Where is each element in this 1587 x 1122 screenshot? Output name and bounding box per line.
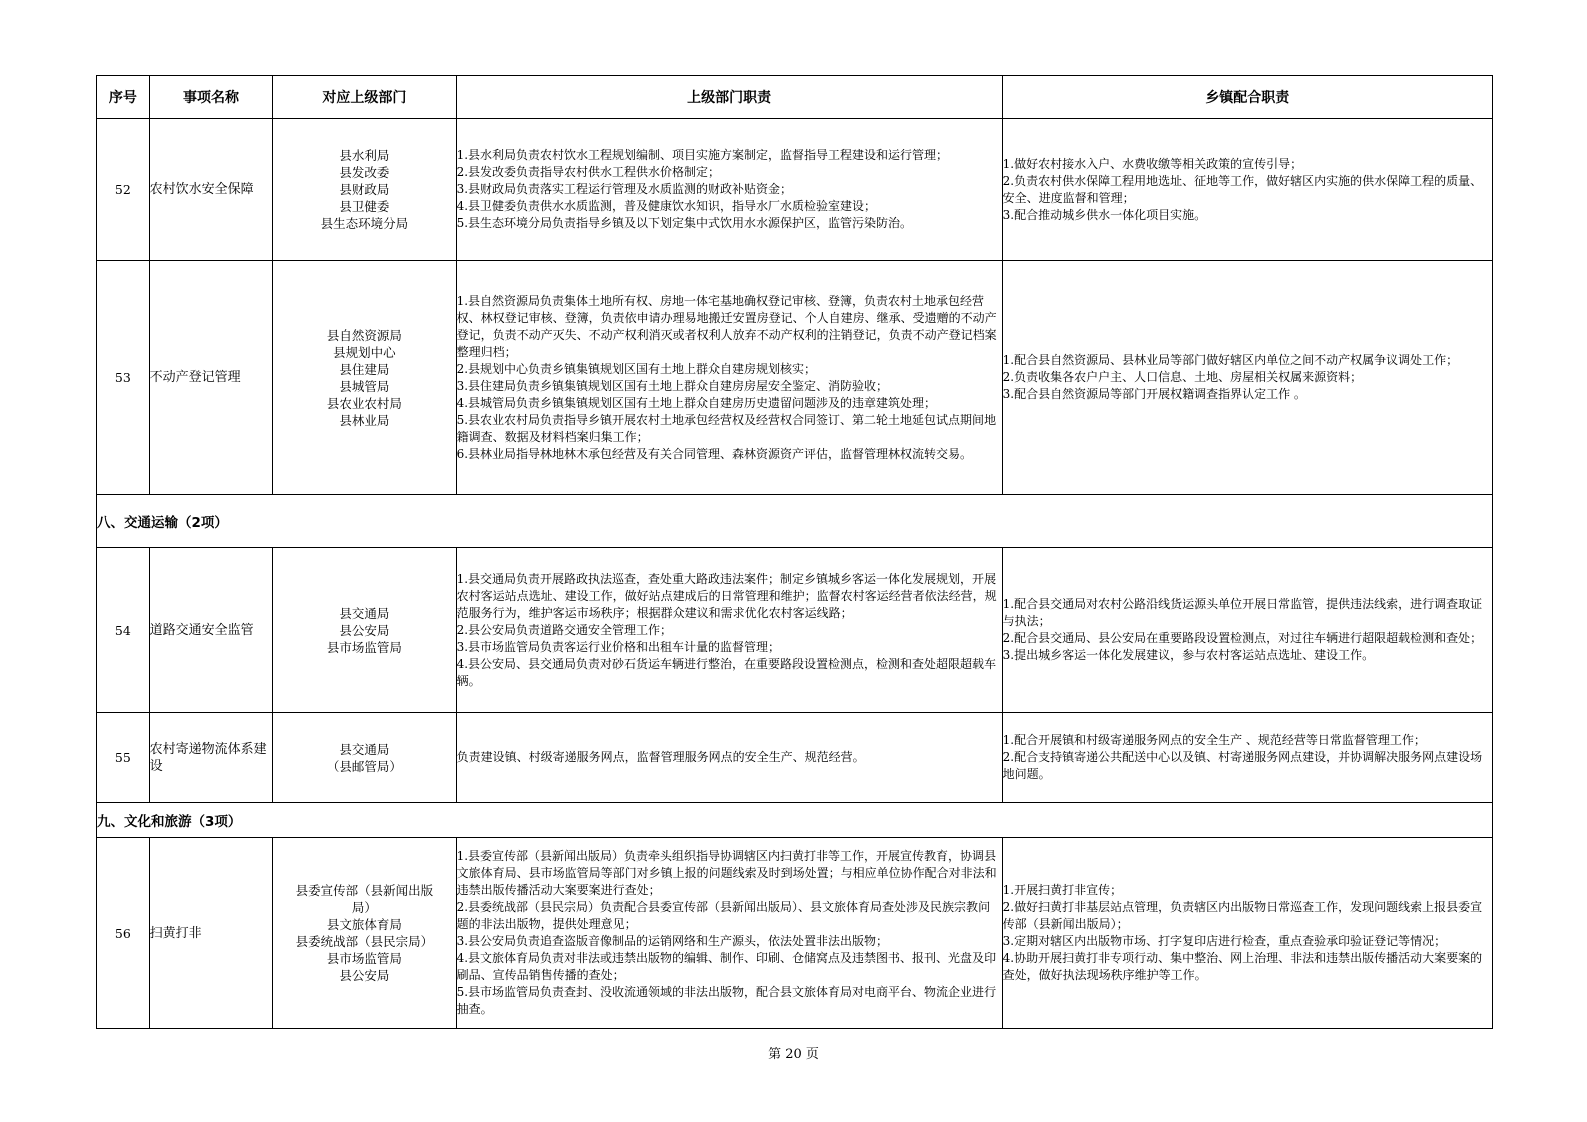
- dept-item: 县委宣传部（县新闻出版局）: [295, 883, 434, 915]
- row-number: 55: [97, 713, 150, 803]
- header-row: [97, 76, 1493, 119]
- item-name: 道路交通安全监管: [149, 548, 273, 713]
- duty-line: 1.做好农村接水入户、水费收缴等相关政策的宣传引导；: [1002, 156, 1303, 171]
- duty-line: 负责建设镇、村级寄递服务网点，监督管理服务网点的安全生产、规范经营。: [456, 750, 865, 764]
- dept-item: 县自然资源局: [326, 327, 402, 343]
- item-name: 农村寄递物流体系建设: [149, 713, 273, 803]
- section-row: [97, 495, 1493, 548]
- duty-line: 3.定期对辖区内出版物市场、打字复印店进行检查，重点查验承印验证登记等情况；: [1002, 934, 1447, 948]
- duty-line: 2.负责收集各农户户主、人口信息、土地、房屋相关权属来源资料；: [1002, 370, 1363, 384]
- duty-line: 2.负责农村供水保障工程用地选址、征地等工作，做好辖区内实施的供水保障工程的质量、安全、进度监督和管理；: [1002, 173, 1483, 205]
- dept-item: 县水利局: [339, 148, 390, 163]
- item-name: 农村饮水安全保障: [149, 119, 273, 261]
- section-title-culture: 九、文化和旅游（3项）: [97, 803, 1493, 838]
- table-row: [97, 119, 1493, 261]
- row-number: 56: [97, 838, 150, 1029]
- duty-line: 5.县生态环境分局负责指导乡镇及以下划定集中式饮用水水源保护区，监管污染防治。: [456, 216, 913, 230]
- dept-cell: [273, 713, 456, 803]
- header-upper-duty: 上级部门职责: [456, 76, 1002, 119]
- duty-line: 4.县公安局、县交通局负责对砂石货运车辆进行整治，在重要路段设置检测点，检测和查处超限超载车辆。: [456, 656, 997, 688]
- dept-item: 县公安局: [339, 968, 390, 983]
- duty-line: 1.县水利局负责农村饮水工程规划编制、项目实施方案制定，监督指导工程建设和运行管理；: [456, 148, 949, 162]
- town-duty-cell: [1002, 713, 1492, 803]
- dept-item: 县林业局: [339, 412, 390, 428]
- row-number: 54: [97, 548, 150, 713]
- dept-item: 县生态环境分局: [320, 216, 409, 231]
- duty-line: 2.县委统战部（县民宗局）负责配合县委宣传部（县新闻出版局）、县文旅体育局查处涉及民族宗教问题的非法出版物，提供处理意见；: [456, 900, 991, 931]
- upper-duty-cell: [456, 713, 1002, 803]
- town-duty-cell: [1002, 548, 1492, 713]
- dept-item: 县住建局: [339, 361, 390, 377]
- dept-item: 县发改委: [339, 165, 390, 180]
- duty-line: 4.县城管局负责乡镇集镇规划区国有土地上群众自建房历史遗留问题涉及的违章建筑处理；: [456, 395, 937, 410]
- table-row: [97, 261, 1493, 495]
- town-duty-cell: [1002, 119, 1492, 261]
- duty-line: 3.配合推动城乡供水一体化项目实施。: [1002, 207, 1207, 222]
- upper-duty-cell: [456, 119, 1002, 261]
- duty-line: 5.县农业农村局负责指导乡镇开展农村土地承包经营权及经营权合同签订、第二轮土地延包试点期间地籍调查、数据及材料档案归集工作；: [456, 412, 997, 444]
- dept-item: 县财政局: [339, 182, 390, 197]
- duty-line: 3.配合县自然资源局等部门开展权籍调查指界认定工作 。: [1002, 387, 1306, 401]
- dept-item: 县市场监管局: [326, 951, 402, 966]
- duty-line: 4.县卫健委负责供水水质监测，普及健康饮水知识，指导水厂水质检验室建设；: [456, 199, 877, 213]
- section-title-transport: 八、交通运输（2项）: [97, 495, 1493, 548]
- row-number: 52: [97, 119, 150, 261]
- duty-line: 1.配合开展镇和村级寄递服务网点的安全生产 、规范经营等日常监督管理工作；: [1002, 733, 1426, 747]
- dept-item: 县农业农村局: [326, 395, 402, 411]
- duty-line: 2.做好扫黄打非基层站点管理，负责辖区内出版物日常巡查工作，发现问题线索上报县委宣传部（县新闻出版局）；: [1002, 900, 1483, 931]
- header-dept: 对应上级部门: [273, 76, 456, 119]
- section-row: [97, 803, 1493, 838]
- duty-line: 1.开展扫黄打非宣传；: [1002, 883, 1123, 897]
- duty-line: 3.提出城乡客运一体化发展建议，参与农村客运站点选址、建设工作。: [1002, 648, 1375, 662]
- duty-line: 5.县市场监管局负责查封、没收流通领域的非法出版物，配合县文旅体育局对电商平台、物流企业进行抽查。: [456, 985, 997, 1016]
- table-row: [97, 548, 1493, 713]
- duty-line: 3.县市场监管局负责客运行业价格和出租车计量的监督管理；: [456, 639, 781, 654]
- header-town-duty: 乡镇配合职责: [1002, 76, 1492, 119]
- upper-duty-cell: [456, 548, 1002, 713]
- duty-line: 1.县交通局负责开展路政执法巡查，查处重大路政违法案件；制定乡镇城乡客运一体化发展规划，开展农村客运站点选址、建设工作，做好站点建成后的日常管理和维护；监督农村客运经营者依法经营，规范服务行为，维护客运市场秩序；根据群众建议和需求优化农村客运线路；: [456, 571, 997, 620]
- dept-cell: [273, 119, 456, 261]
- town-duty-cell: [1002, 261, 1492, 495]
- upper-duty-cell: [456, 261, 1002, 495]
- upper-duty-cell: [456, 838, 1002, 1029]
- duty-table: [96, 75, 1493, 1029]
- dept-item: 县城管局: [339, 378, 390, 394]
- dept-item: 县公安局: [339, 622, 390, 638]
- duty-line: 1.县委宣传部（县新闻出版局）负责牵头组织指导协调辖区内扫黄打非等工作，开展宣传教育，协调县文旅体育局、县市场监管局等部门对乡镇上报的问题线索及时到场处置；与相应单位协作配合对非法和违禁出版传播活动大案要案进行查处；: [456, 849, 997, 897]
- dept-item: 县委统战部（县民宗局）: [295, 934, 434, 949]
- duty-line: 1.配合县交通局对农村公路沿线货运源头单位开展日常监管，提供违法线索，进行调查取证与执法；: [1002, 597, 1483, 628]
- dept-cell: [273, 838, 456, 1029]
- duty-line: 3.县财政局负责落实工程运行管理及水质监测的财政补贴资金；: [456, 182, 793, 196]
- table-row: [97, 838, 1493, 1029]
- duty-line: 4.协助开展扫黄打非专项行动、集中整治、网上治理、非法和违禁出版传播活动大案要案的查处，做好执法现场秩序维护等工作。: [1002, 951, 1483, 982]
- row-number: 53: [97, 261, 150, 495]
- dept-item: 县交通局: [339, 605, 390, 621]
- header-no: 序号: [97, 76, 150, 119]
- page-number: 第 20 页: [768, 1047, 819, 1062]
- dept-item: 县卫健委: [339, 199, 390, 214]
- town-duty-cell: [1002, 838, 1492, 1029]
- header-name: 事项名称: [149, 76, 273, 119]
- duty-line: 2.县发改委负责指导农村供水工程供水价格制定；: [456, 165, 721, 179]
- dept-item: 县文旅体育局: [326, 917, 402, 932]
- item-name: 不动产登记管理: [149, 261, 273, 495]
- duty-line: 1.县自然资源局负责集体土地所有权、房地一体宅基地确权登记审核、登簿，负责农村土地承包经营权、林权登记审核、登簿，负责依申请办理易地搬迁安置房登记、个人自建房、继承、受遗赠的不动产登记，负责不动产灭失、不动产权利消灭或者权利人放弃不动产权利的注销登记，负责不动产登记档案整理归档；: [456, 293, 997, 359]
- duty-line: 4.县文旅体育局负责对非法或违禁出版物的编辑、制作、印刷、仓储窝点及违禁图书、报刊、光盘及印刷品、宣传品销售传播的查处；: [456, 951, 997, 982]
- duty-line: 3.县住建局负责乡镇集镇规划区国有土地上群众自建房房屋安全鉴定、消防验收；: [456, 378, 889, 393]
- duty-line: 2.配合支持镇寄递公共配送中心以及镇、村寄递服务网点建设，并协调解决服务网点建设场地问题。: [1002, 750, 1483, 781]
- dept-item: 县交通局: [339, 741, 390, 757]
- duty-line: 1.配合县自然资源局、县林业局等部门做好辖区内单位之间不动产权属争议调处工作；: [1002, 353, 1459, 367]
- duty-line: 2.县规划中心负责乡镇集镇规划区国有土地上群众自建房规划核实；: [456, 361, 817, 376]
- dept-item: （县邮管局）: [326, 758, 402, 774]
- duty-line: 2.县公安局负责道路交通安全管理工作；: [456, 622, 673, 637]
- duty-line: 2.配合县交通局、县公安局在重要路段设置检测点，对过往车辆进行超限超载检测和查处；: [1002, 631, 1483, 645]
- table-row: [97, 713, 1493, 803]
- duty-line: 3.县公安局负责追查盗版音像制品的运销网络和生产源头，依法处置非法出版物；: [456, 934, 889, 948]
- dept-cell: [273, 261, 456, 495]
- item-name: 扫黄打非: [149, 838, 273, 1029]
- duty-line: 6.县林业局指导林地林木承包经营及有关合同管理、森林资源资产评估，监督管理林权流转交易。: [456, 446, 973, 461]
- dept-cell: [273, 548, 456, 713]
- dept-item: 县市场监管局: [326, 639, 402, 655]
- dept-item: 县规划中心: [333, 344, 396, 360]
